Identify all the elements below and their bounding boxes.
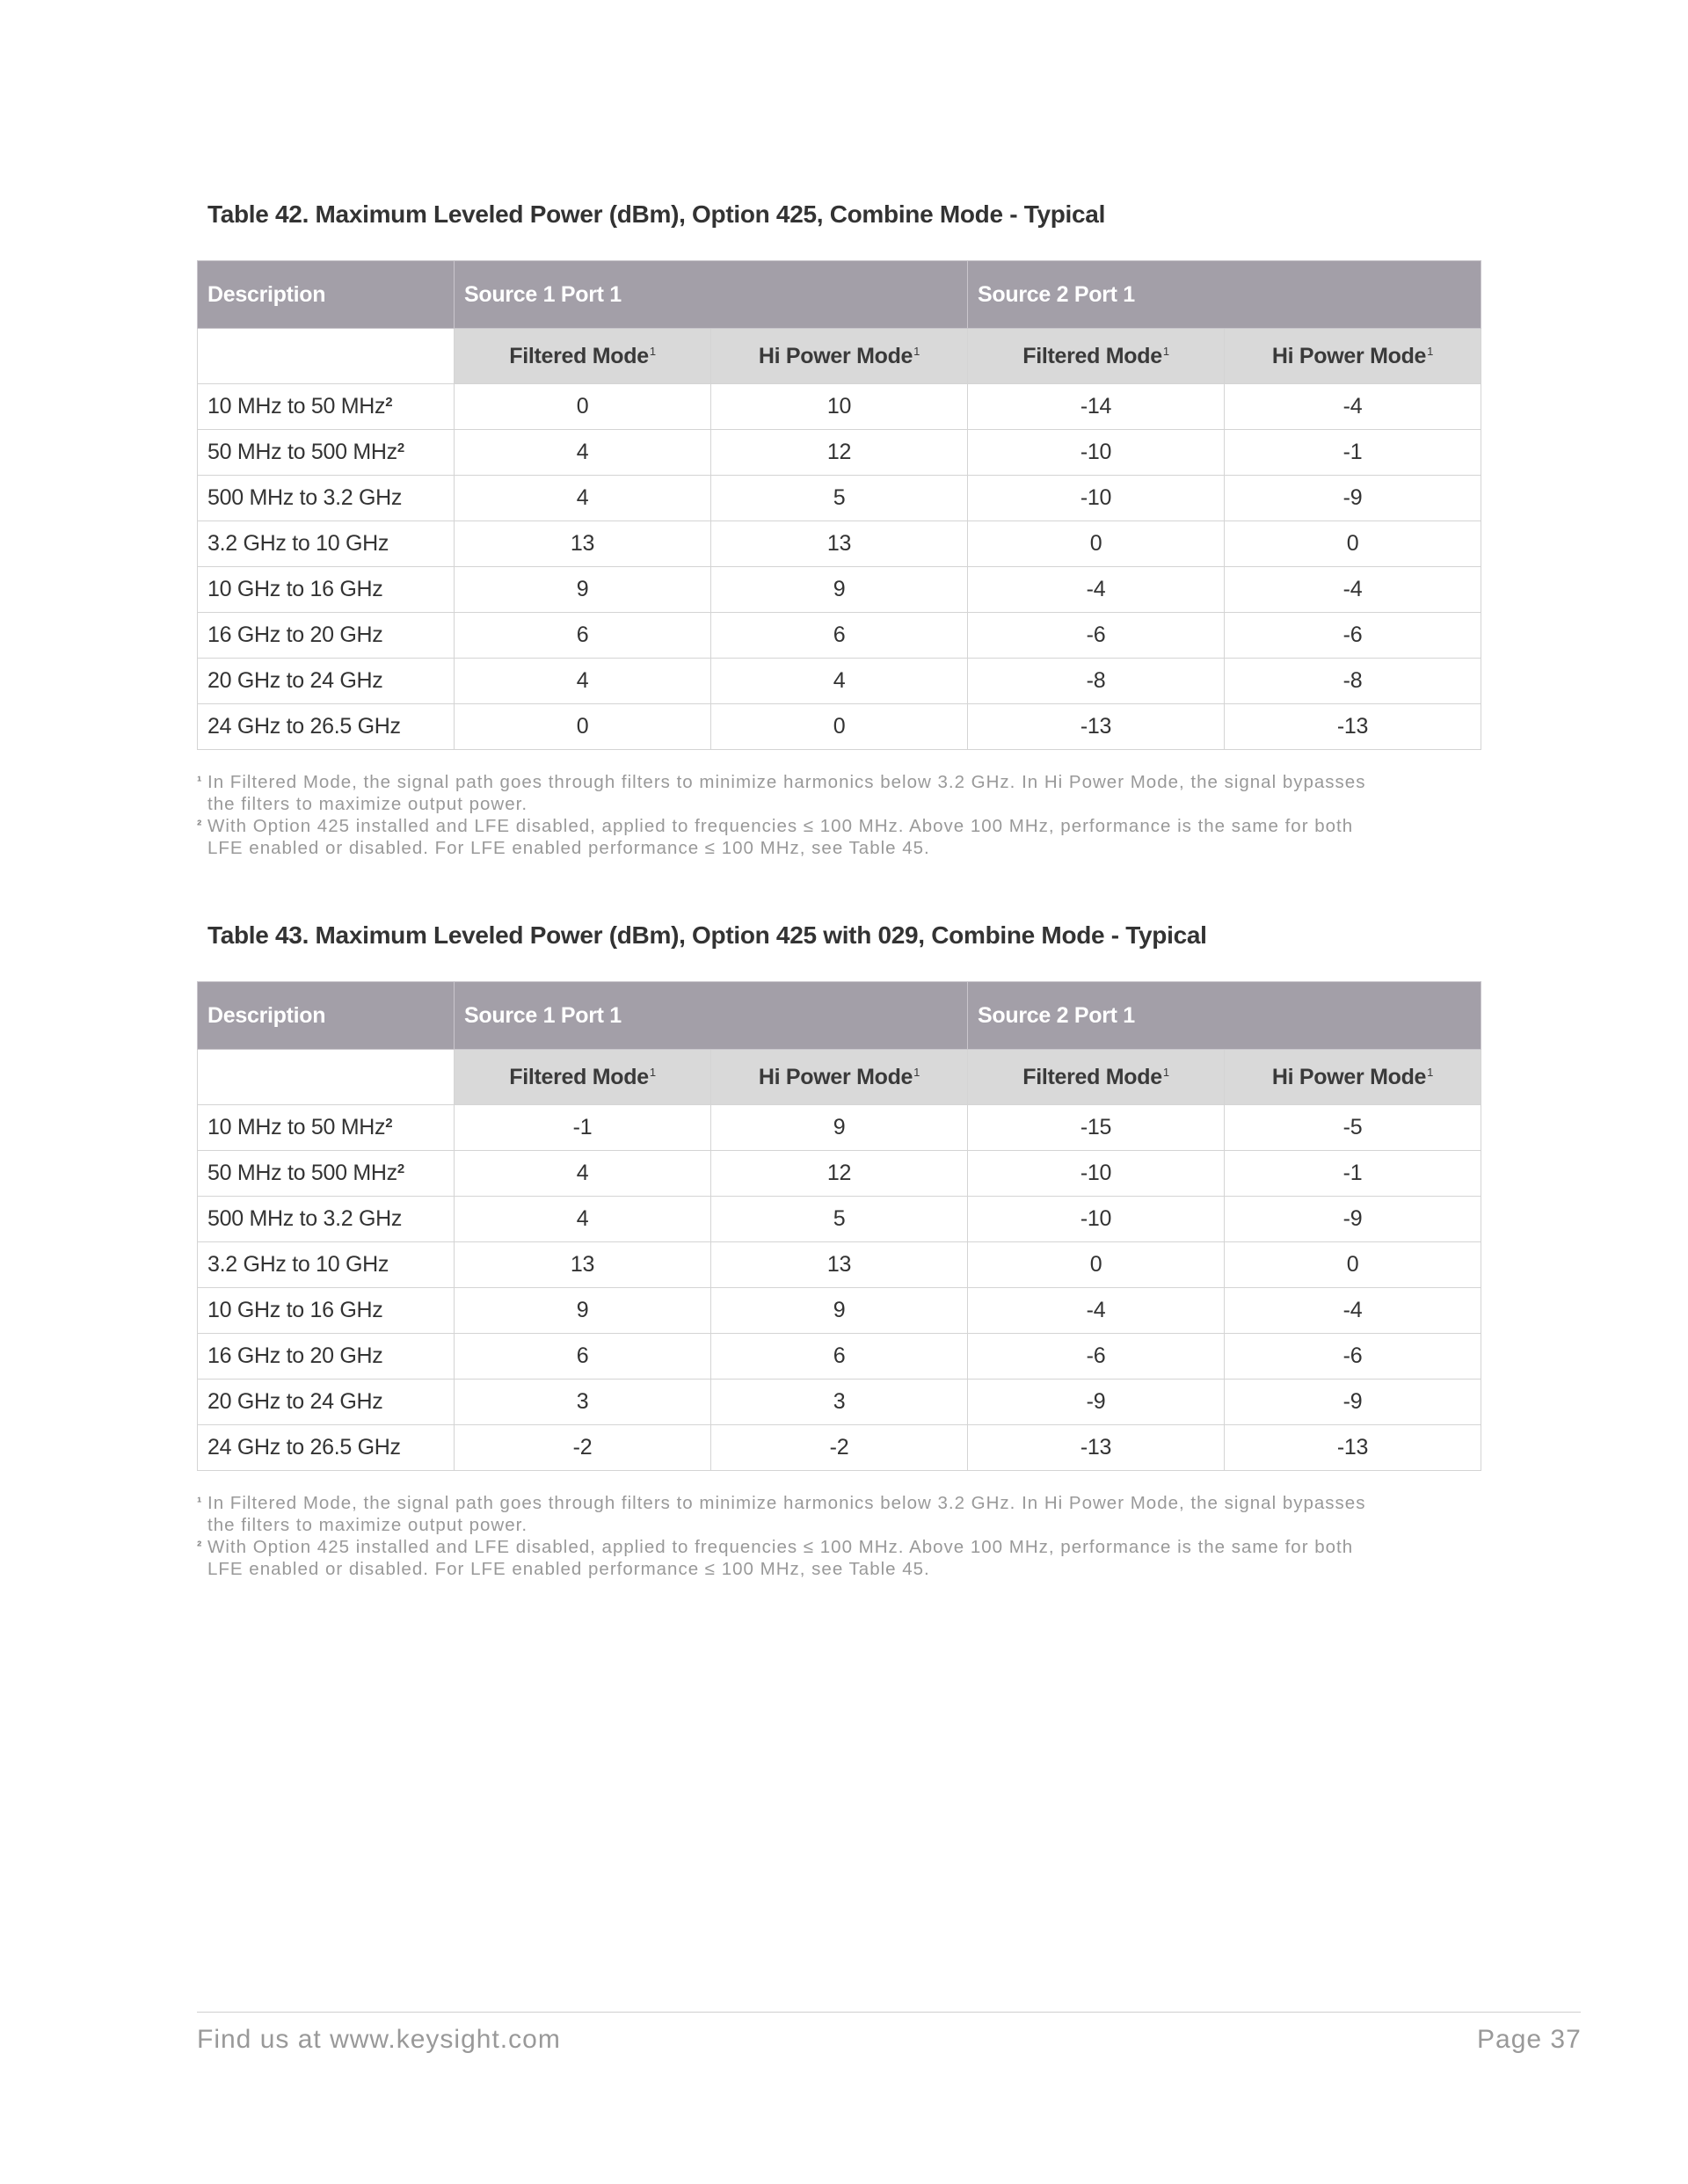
footnote-ref: 2 [385, 395, 393, 410]
value-cell: -9 [1225, 1380, 1481, 1425]
value-cell: 0 [1225, 1242, 1481, 1288]
value-cell: 13 [455, 1242, 711, 1288]
value-cell: 0 [968, 1242, 1225, 1288]
value-cell: -1 [1225, 1151, 1481, 1197]
power-table [197, 981, 1481, 1471]
value-cell: 6 [711, 1334, 968, 1380]
value-cell: 13 [711, 521, 968, 567]
value-cell: 5 [711, 476, 968, 521]
value-cell: 9 [455, 567, 711, 613]
value-cell: -15 [968, 1105, 1225, 1151]
header-group-row [198, 982, 1481, 1050]
value-cell: 0 [711, 704, 968, 750]
table-row [198, 1151, 1481, 1197]
source1-port1-header: Source 1 Port 1 [455, 982, 968, 1050]
source2-port1-header: Source 2 Port 1 [968, 982, 1481, 1050]
value-cell: -2 [455, 1425, 711, 1471]
hi-power-mode-header: Hi Power Mode$^1$ [1225, 1050, 1481, 1105]
value-cell: -8 [968, 659, 1225, 704]
table-row [198, 1288, 1481, 1334]
row-description: 10 MHz to 50 MHz$^2$ [198, 384, 455, 430]
value-cell: -6 [1225, 613, 1481, 659]
value-cell: 13 [455, 521, 711, 567]
power-table [197, 260, 1481, 750]
table-42-section [197, 199, 1481, 859]
row-description: 24 GHz to 26.5 GHz [198, 1425, 455, 1471]
row-description: 10 GHz to 16 GHz [198, 567, 455, 613]
value-cell: -2 [711, 1425, 968, 1471]
value-cell: 6 [455, 1334, 711, 1380]
footer-divider [197, 2012, 1581, 2013]
value-cell: -4 [968, 1288, 1225, 1334]
table-row [198, 659, 1481, 704]
header-group-row [198, 261, 1481, 329]
value-cell: -13 [968, 704, 1225, 750]
value-cell: 0 [455, 704, 711, 750]
value-cell: 0 [968, 521, 1225, 567]
row-description: 10 MHz to 50 MHz$^2$ [198, 1105, 455, 1151]
value-cell: 9 [711, 1288, 968, 1334]
row-description: 10 GHz to 16 GHz [198, 1288, 455, 1334]
row-description: 500 MHz to 3.2 GHz [198, 476, 455, 521]
value-cell: -10 [968, 430, 1225, 476]
table-row [198, 1334, 1481, 1380]
value-cell: 13 [711, 1242, 968, 1288]
filtered-mode-header: Filtered Mode$^1$ [968, 329, 1225, 384]
description-header: Description [198, 982, 455, 1050]
table-row [198, 1380, 1481, 1425]
value-cell: -13 [1225, 704, 1481, 750]
footnote-1: ¹ In Filtered Mode, the signal path goes through filters to minimize harmonics below 3.2 GHz. In Hi Power Mode, the signal bypasses the filters to maximize output power. [197, 772, 1366, 814]
footnote-ref: 1 [913, 1065, 920, 1079]
table-caption: Table 43. Maximum Leveled Power (dBm), Option 425 with 029, Combine Mode - Typical [207, 921, 1207, 949]
footnotes [197, 771, 1481, 859]
value-cell: -13 [1225, 1425, 1481, 1471]
value-cell: 9 [455, 1288, 711, 1334]
table-row [198, 1242, 1481, 1288]
table-caption: Table 42. Maximum Leveled Power (dBm), Option 425, Combine Mode - Typical [207, 200, 1106, 228]
footnote-ref: 2 [397, 1161, 404, 1176]
footnote-ref: 1 [1162, 1065, 1169, 1079]
footnote-ref: 1 [649, 1065, 656, 1079]
value-cell: -10 [968, 1151, 1225, 1197]
value-cell: 9 [711, 1105, 968, 1151]
row-description: 3.2 GHz to 10 GHz [198, 521, 455, 567]
value-cell: -6 [1225, 1334, 1481, 1380]
footnote-2: ² With Option 425 installed and LFE disabled, applied to frequencies ≤ 100 MHz. Above 100 MHz, performance is the same for both LFE enabled or disabled. For LFE enabled performance ≤ 100 MHz, see Table 45. [197, 816, 1354, 858]
footnotes [197, 1492, 1481, 1580]
footnote-ref: 1 [913, 344, 920, 358]
description-header: Description [198, 261, 455, 329]
value-cell: -1 [455, 1105, 711, 1151]
footnote-ref: 1 [649, 344, 656, 358]
table-row [198, 704, 1481, 750]
value-cell: 4 [455, 476, 711, 521]
table-row [198, 521, 1481, 567]
filtered-mode-header: Filtered Mode$^1$ [455, 329, 711, 384]
value-cell: 6 [455, 613, 711, 659]
row-description: 3.2 GHz to 10 GHz [198, 1242, 455, 1288]
value-cell: -5 [1225, 1105, 1481, 1151]
table-row [198, 1105, 1481, 1151]
value-cell: -6 [968, 613, 1225, 659]
value-cell: 4 [455, 430, 711, 476]
filtered-mode-header: Filtered Mode$^1$ [968, 1050, 1225, 1105]
value-cell: -4 [1225, 1288, 1481, 1334]
table-43-section [197, 920, 1481, 1580]
value-cell: -8 [1225, 659, 1481, 704]
header-mode-row [198, 1050, 1481, 1105]
hi-power-mode-header: Hi Power Mode$^1$ [711, 329, 968, 384]
table-row [198, 476, 1481, 521]
value-cell: 4 [455, 1151, 711, 1197]
footnote-ref: 1 [1427, 344, 1434, 358]
row-description: 16 GHz to 20 GHz [198, 613, 455, 659]
value-cell: -9 [1225, 476, 1481, 521]
hi-power-mode-header: Hi Power Mode$^1$ [711, 1050, 968, 1105]
blank-header-cell [198, 1050, 455, 1105]
row-description: 20 GHz to 24 GHz [198, 1380, 455, 1425]
table-row [198, 613, 1481, 659]
page-number: Page 37 [1477, 2025, 1582, 2054]
row-description: 24 GHz to 26.5 GHz [198, 704, 455, 750]
row-description: 50 MHz to 500 MHz$^2$ [198, 1151, 455, 1197]
value-cell: 0 [455, 384, 711, 430]
value-cell: -9 [1225, 1197, 1481, 1242]
value-cell: -13 [968, 1425, 1225, 1471]
table-row [198, 384, 1481, 430]
row-description: 20 GHz to 24 GHz [198, 659, 455, 704]
source1-port1-header: Source 1 Port 1 [455, 261, 968, 329]
value-cell: -10 [968, 1197, 1225, 1242]
blank-header-cell [198, 329, 455, 384]
table-row [198, 1197, 1481, 1242]
row-description: 50 MHz to 500 MHz$^2$ [198, 430, 455, 476]
footnote-ref: 2 [397, 440, 404, 455]
footnote-ref: 1 [1162, 344, 1169, 358]
value-cell: -1 [1225, 430, 1481, 476]
value-cell: 3 [711, 1380, 968, 1425]
table-row [198, 567, 1481, 613]
value-cell: -9 [968, 1380, 1225, 1425]
footnote-ref: 2 [385, 1116, 393, 1131]
value-cell: 4 [455, 1197, 711, 1242]
value-cell: -10 [968, 476, 1225, 521]
value-cell: 4 [711, 659, 968, 704]
value-cell: 10 [711, 384, 968, 430]
value-cell: 12 [711, 430, 968, 476]
value-cell: -6 [968, 1334, 1225, 1380]
row-description: 500 MHz to 3.2 GHz [198, 1197, 455, 1242]
value-cell: -4 [1225, 384, 1481, 430]
value-cell: -4 [968, 567, 1225, 613]
value-cell: 5 [711, 1197, 968, 1242]
footnote-2: ² With Option 425 installed and LFE disabled, applied to frequencies ≤ 100 MHz. Above 100 MHz, performance is the same for both LFE enabled or disabled. For LFE enabled performance ≤ 100 MHz, see Table 45. [197, 1537, 1354, 1579]
value-cell: 12 [711, 1151, 968, 1197]
table-row [198, 1425, 1481, 1471]
value-cell: 0 [1225, 521, 1481, 567]
value-cell: 9 [711, 567, 968, 613]
value-cell: -14 [968, 384, 1225, 430]
footnote-1: ¹ In Filtered Mode, the signal path goes through filters to minimize harmonics below 3.2 GHz. In Hi Power Mode, the signal bypasses the filters to maximize output power. [197, 1493, 1366, 1535]
value-cell: 3 [455, 1380, 711, 1425]
source2-port1-header: Source 2 Port 1 [968, 261, 1481, 329]
footer-website: Find us at www.keysight.com [197, 2025, 561, 2054]
table-row [198, 430, 1481, 476]
row-description: 16 GHz to 20 GHz [198, 1334, 455, 1380]
value-cell: -4 [1225, 567, 1481, 613]
value-cell: 4 [455, 659, 711, 704]
footnote-ref: 1 [1427, 1065, 1434, 1079]
filtered-mode-header: Filtered Mode$^1$ [455, 1050, 711, 1105]
header-mode-row [198, 329, 1481, 384]
value-cell: 6 [711, 613, 968, 659]
hi-power-mode-header: Hi Power Mode$^1$ [1225, 329, 1481, 384]
